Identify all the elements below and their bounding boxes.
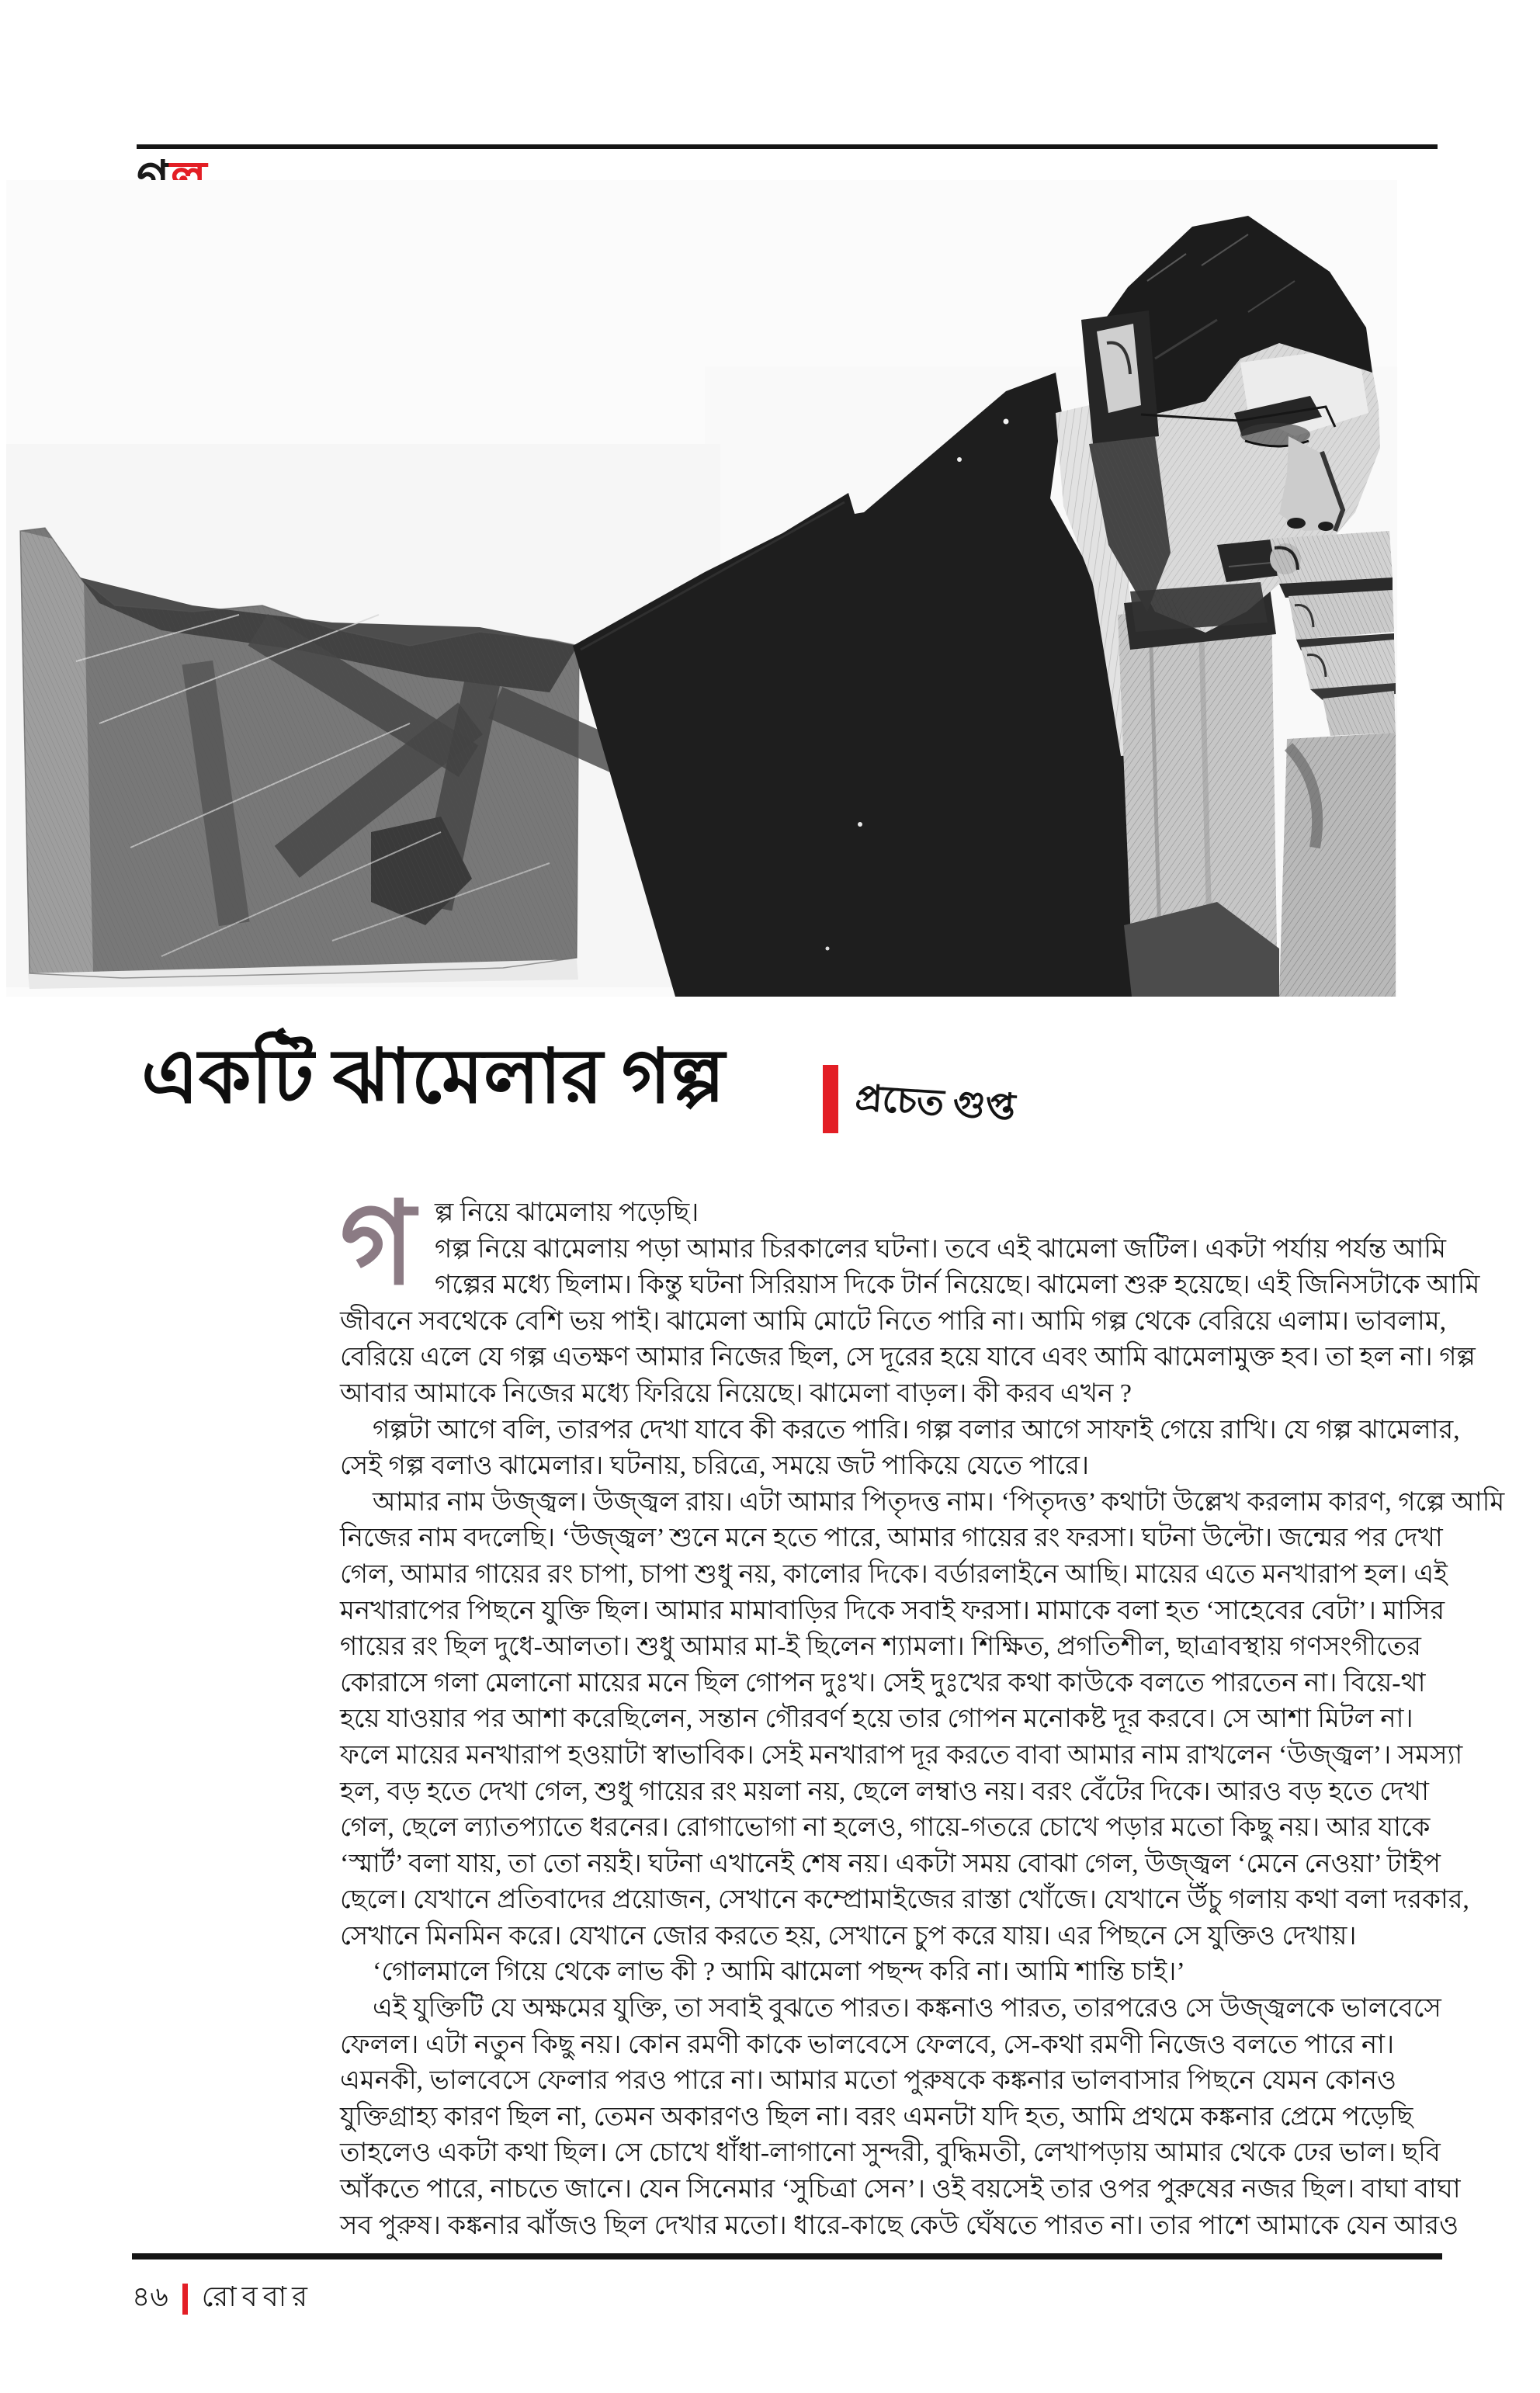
body-line: নিজের নাম বদলেছি। ‘উজ্জ্বল’ শুনে মনে হতে পারে, আমার গায়ের রং ফরসা। ঘটনা উল্টো। জন্মের পর দেখা bbox=[340, 1524, 1443, 1553]
body-line: গেল, ছেলে ল্যাতপ্যাতে ধরনের। রোগাভোগা না হলেও, গায়ে-গতরে চোখে পড়ার মতো কিছু নয়। আর যাকে bbox=[340, 1813, 1431, 1843]
body-line: আবার আমাকে নিজের মধ্যে ফিরিয়ে নিয়েছে। ঝামেলা বাড়ল। কী করব এখন ? bbox=[340, 1379, 1132, 1408]
body-line: তাহলেও একটা কথা ছিল। সে চোখে ধাঁধা-লাগানো সুন্দরী, বুদ্ধিমতী, লেখাপড়ায় আমার থেকে ঢের ভাল। ছবি bbox=[340, 2138, 1441, 2168]
body-line: জীবনে সবথেকে বেশি ভয় পাই। ঝামেলা আমি মোটে নিতে পারি না। আমি গল্প থেকে বেরিয়ে এলাম। ভাবলাম, bbox=[340, 1306, 1447, 1336]
page-number: ৪৬ bbox=[132, 2281, 168, 2312]
body-line: আমার নাম উজ্জ্বল। উজ্জ্বল রায়। এটা আমার পিতৃদত্ত নাম। ‘পিতৃদত্ত’ কথাটা উল্লেখ করলাম কারণ, গল্পে আমি bbox=[373, 1487, 1505, 1517]
body-line: আঁকতে পারে, নাচতে জানে। যেন সিনেমার ‘সুচিত্রা সেন’। ওই বয়সেই তার ওপর পুরুষের নজর ছিল। বাঘা বাঘা bbox=[340, 2175, 1461, 2204]
body-line: ফেলল। এটা নতুন কিছু নয়। কোন রমণী কাকে ভালবেসে ফেলবে, সে-কথা রমণী নিজেও বলতে পারে না। bbox=[340, 2030, 1395, 2059]
top-rule bbox=[137, 144, 1438, 149]
body-line: কোরাসে গলা মেলানো মায়ের মনে ছিল গোপন দুঃখ। সেই দুঃখের কথা কাউকে বলতে পারতেন না। বিয়ে-থা bbox=[340, 1668, 1426, 1698]
body-line: এমনকী, ভালবেসে ফেলার পরও পারে না। আমার মতো পুরুষকে কঙ্কনার ভালবাসার পিছনে যেমন কোনও bbox=[340, 2066, 1397, 2096]
body-line: এই যুক্তিটি যে অক্ষমের যুক্তি, তা সবাই বুঝতে পারত। কঙ্কনাও পারত, তারপরেও সে উজ্জ্বলকে ভালবেসে bbox=[373, 1994, 1441, 2024]
body-line: গেল, আমার গায়ের রং চাপা, চাপা শুধু নয়, কালোর দিকে। বর্ডারলাইনে আছি। মায়ের এতে মনখারাপ হল। এই bbox=[340, 1559, 1448, 1589]
body-line: হল, বড় হতে দেখা গেল, শুধু গায়ের রং ময়লা নয়, ছেলে লম্বাও নয়। বরং বেঁটের দিকে। আরও বড় হতে দেখা bbox=[340, 1777, 1429, 1806]
body-line: ‘গোলমালে গিয়ে থেকে লাভ কী ? আমি ঝামেলা পছন্দ করি না। আমি শান্তি চাই।’ bbox=[373, 1958, 1185, 1987]
dropcap: গ bbox=[340, 1181, 415, 1309]
pensive-man-illustration bbox=[6, 180, 1397, 997]
body-line: সব পুরুষ। কঙ্কনার ঝাঁজও ছিল দেখার মতো। ধারে-কাছে কেউ ঘেঁষতে পারত না। তার পাশে আমাকে যেন আরও bbox=[340, 2211, 1459, 2240]
body-line: সেই গল্প বলাও ঝামেলার। ঘটনায়, চরিত্রে, সময়ে জট পাকিয়ে যেতে পারে। bbox=[340, 1451, 1090, 1481]
author-name: প্রচেত গুপ্ত bbox=[854, 1077, 1017, 1129]
page-footer bbox=[132, 2276, 313, 2322]
body-line: মনখারাপের পিছনে যুক্তি ছিল। আমার মামাবাড়ির দিকে সবাই ফরসা। মামাকে বলা হত ‘সাহেবের বেটা’। মাসির bbox=[340, 1596, 1445, 1625]
bottom-rule bbox=[132, 2253, 1442, 2259]
title-row bbox=[141, 1032, 1399, 1149]
illustration-svg bbox=[6, 180, 1397, 997]
body-line: গল্প নিয়ে ঝামেলায় পড়া আমার চিরকালের ঘটনা। তবে এই ঝামেলা জটিল। একটা পর্যায় পর্যন্ত আমি bbox=[435, 1234, 1446, 1264]
body-line: বেরিয়ে এলে যে গল্প এতক্ষণ আমার নিজের ছিল, সে দূরের হয়ে যাবে এবং আমি ঝামেলামুক্ত হব। তা হল না। গল্প bbox=[340, 1343, 1476, 1372]
body-line: হয়ে যাওয়ার পর আশা করেছিলেন, সন্তান গৌরবর্ণ হয়ে তার গোপন মনোকষ্ট দূর করবে। সে আশা মিটল না। bbox=[340, 1705, 1413, 1734]
title-accent-bar bbox=[823, 1065, 838, 1133]
neck-and-chest bbox=[1118, 588, 1279, 997]
footer-separator-bar bbox=[182, 2284, 188, 2315]
body-line: গায়ের রং ছিল দুধে-আলতা। শুধু আমার মা-ই ছিলেন শ্যামলা। শিক্ষিত, প্রগতিশীল, ছাত্রাবস্থায় গণসংগীতের bbox=[340, 1632, 1421, 1662]
body-line: গল্পের মধ্যে ছিলাম। কিন্তু ঘটনা সিরিয়াস দিকে টার্ন নিয়েছে। ঝামেলা শুরু হয়েছে। এই জিনিসটাকে আমি bbox=[435, 1271, 1480, 1300]
body-line: ফলে মায়ের মনখারাপ হওয়াটা স্বাভাবিক। সেই মনখারাপ দূর করতে বাবা আমার নাম রাখলেন ‘উজ্জ্বল’। সমস্যা bbox=[340, 1740, 1463, 1770]
body-line: গল্পটা আগে বলি, তারপর দেখা যাবে কী করতে পারি। গল্প বলার আগে সাফাই গেয়ে রাখি। যে গল্প ঝামেলার, bbox=[373, 1415, 1460, 1444]
body-line: ছেলে। যেখানে প্রতিবাদের প্রয়োজন, সেখানে কম্প্রোমাইজের রাস্তা খোঁজে। যেখানে উঁচু গলায় কথা বলা দরকার, bbox=[340, 1885, 1469, 1915]
story-title: একটি ঝামেলার গল্প bbox=[141, 1035, 725, 1118]
story-body bbox=[340, 1181, 1505, 2244]
body-lines bbox=[340, 1195, 1505, 2244]
magazine-name: রোববার bbox=[201, 2281, 313, 2312]
body-line: ল্প নিয়ে ঝামেলায় পড়েছি। bbox=[435, 1198, 699, 1227]
body-line: যুক্তিগ্রাহ্য কারণ ছিল না, তেমন অকারণও ছিল না। বরং এমনটা যদি হত, আমি প্রথমে কঙ্কনার প্রেমে পড়েছি bbox=[340, 2102, 1413, 2131]
body-line: ‘স্মার্ট’ বলা যায়, তা তো নয়ই। ঘটনা এখানেই শেষ নয়। একটা সময় বোঝা গেল, উজ্জ্বল ‘মেনে নেওয়া’ টাইপ bbox=[340, 1849, 1441, 1878]
body-line: সেখানে মিনমিন করে। যেখানে জোর করতে হয়, সেখানে চুপ করে যায়। এর পিছনে সে যুক্তিও দেখায়। bbox=[340, 1921, 1357, 1951]
